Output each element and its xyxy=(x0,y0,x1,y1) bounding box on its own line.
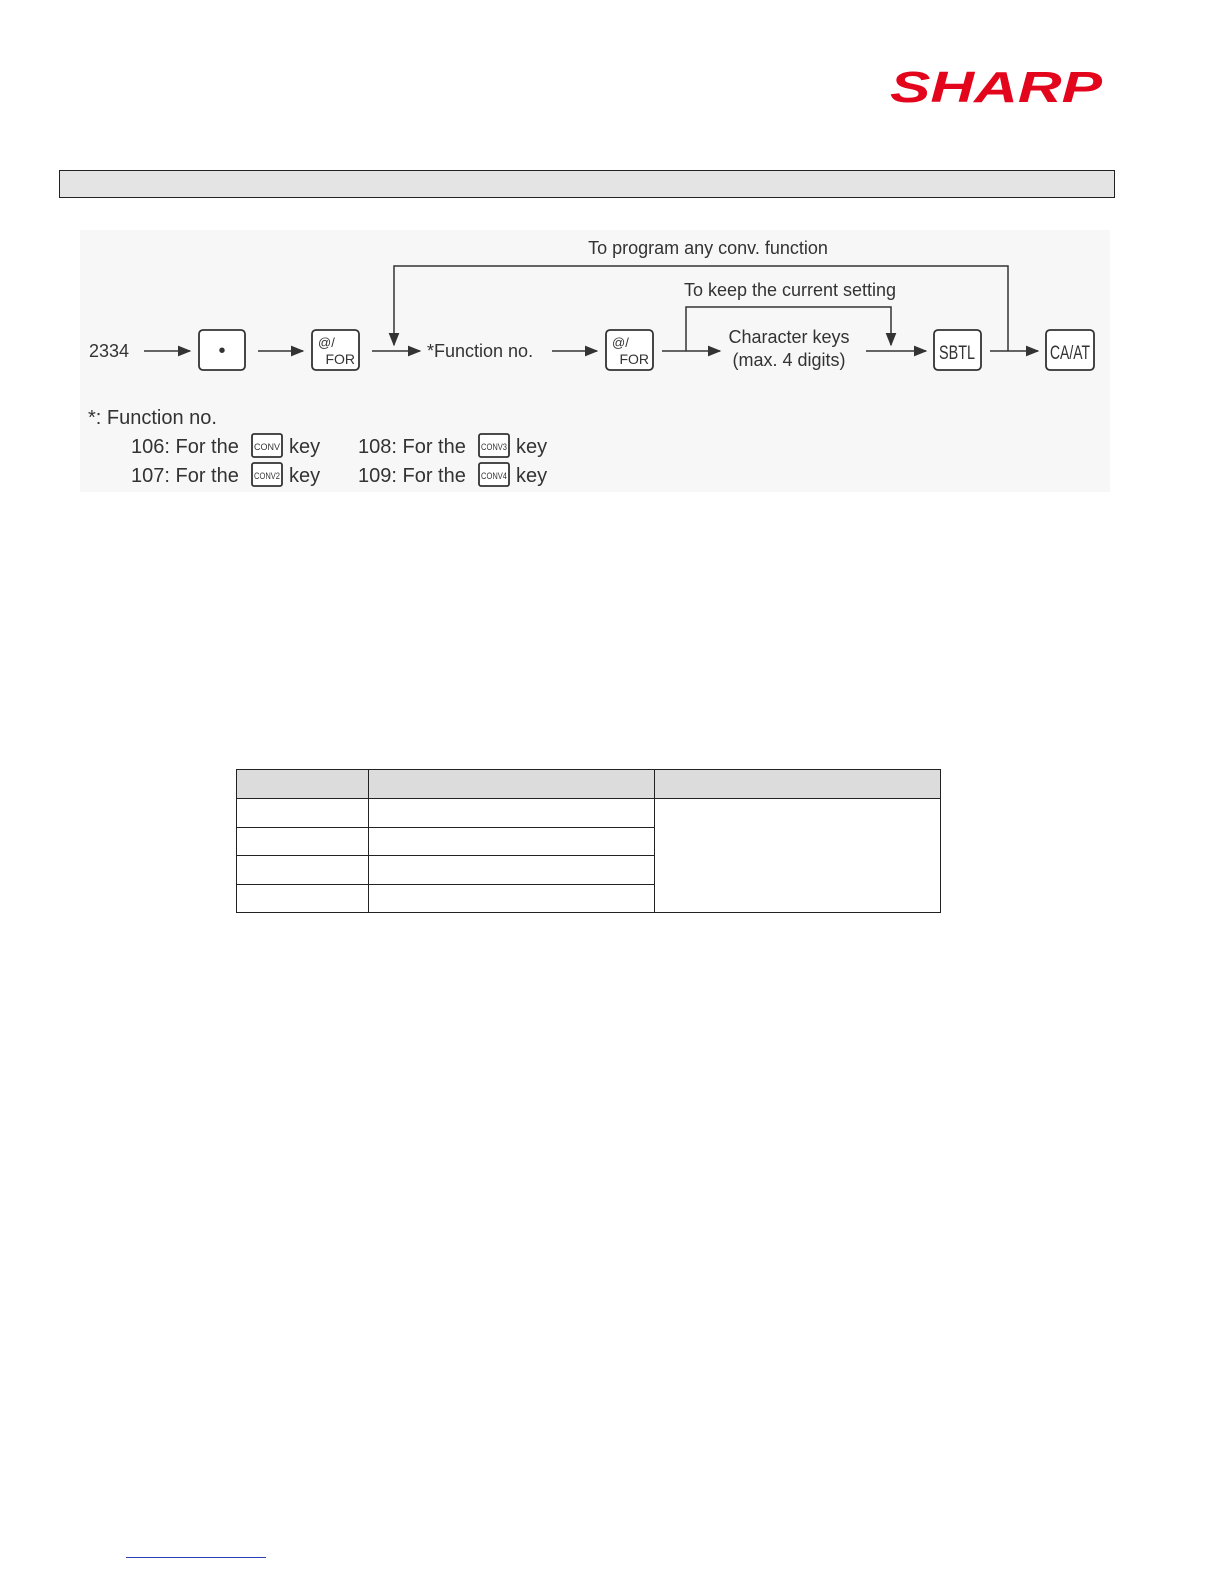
start-code: 2334 xyxy=(89,341,130,361)
function-109-prefix: 109: For the xyxy=(358,465,466,487)
brand-name: SHARP xyxy=(890,66,1103,110)
conv3-key-label: CONV3 xyxy=(481,442,507,452)
ca-at-key xyxy=(1046,330,1094,370)
sbtl-key xyxy=(934,330,981,370)
function-108-prefix: 108: For the xyxy=(358,436,466,458)
function-107-suffix: key xyxy=(289,465,321,487)
at-for-key-2 xyxy=(606,330,653,370)
footer-link-underline[interactable] xyxy=(126,1557,266,1558)
keep-label: To keep the current setting xyxy=(683,280,897,300)
settings-table xyxy=(236,769,941,913)
table-cell xyxy=(369,884,655,912)
function-106-row xyxy=(131,434,320,458)
footnote-title: *: Function no. xyxy=(88,407,217,429)
conv4-key-label: CONV4 xyxy=(481,471,507,481)
function-107-prefix: 107: For the xyxy=(131,465,239,487)
function-108-suffix: key xyxy=(516,436,548,458)
table-cell xyxy=(369,827,655,855)
conv2-key-label: CONV2 xyxy=(254,471,280,481)
function-106-suffix: key xyxy=(289,436,321,458)
for-key-1-top: @/ xyxy=(318,335,335,350)
table-row xyxy=(237,799,941,827)
ca-at-key-label: CA/AT xyxy=(1050,343,1091,364)
function-106-prefix: 106: For the xyxy=(131,436,239,458)
sbtl-key-label: SBTL xyxy=(939,343,975,364)
section-header-bar xyxy=(59,170,1115,198)
table-header-cell xyxy=(655,770,941,799)
sharp-logo xyxy=(890,66,1106,110)
dot-key-label: • xyxy=(218,340,226,362)
programming-sequence-diagram xyxy=(80,230,1110,492)
function-no-label: *Function no. xyxy=(427,341,534,361)
decimal-point-key xyxy=(199,330,245,370)
character-keys-label: Character keys xyxy=(728,327,850,347)
table-merged-cell xyxy=(655,799,941,913)
for-key-1-bottom: FOR xyxy=(325,351,355,367)
table-header-cell xyxy=(369,770,655,799)
for-key-2-top: @/ xyxy=(612,335,629,350)
table-cell xyxy=(237,884,369,912)
table-header-cell xyxy=(237,770,369,799)
loop-label: To program any conv. function xyxy=(588,238,828,258)
table-cell xyxy=(237,799,369,827)
function-109-row xyxy=(358,463,547,487)
at-for-key-1 xyxy=(312,330,359,370)
table-cell xyxy=(369,856,655,884)
function-108-row xyxy=(358,434,547,458)
function-107-row xyxy=(131,463,320,487)
table-header-row xyxy=(237,770,941,799)
conv-key-label: CONV xyxy=(254,442,280,452)
character-keys-max: (max. 4 digits) xyxy=(732,350,846,370)
for-key-2-bottom: FOR xyxy=(619,351,649,367)
table-cell xyxy=(237,856,369,884)
table-cell xyxy=(237,827,369,855)
table-cell xyxy=(369,799,655,827)
function-109-suffix: key xyxy=(516,465,548,487)
